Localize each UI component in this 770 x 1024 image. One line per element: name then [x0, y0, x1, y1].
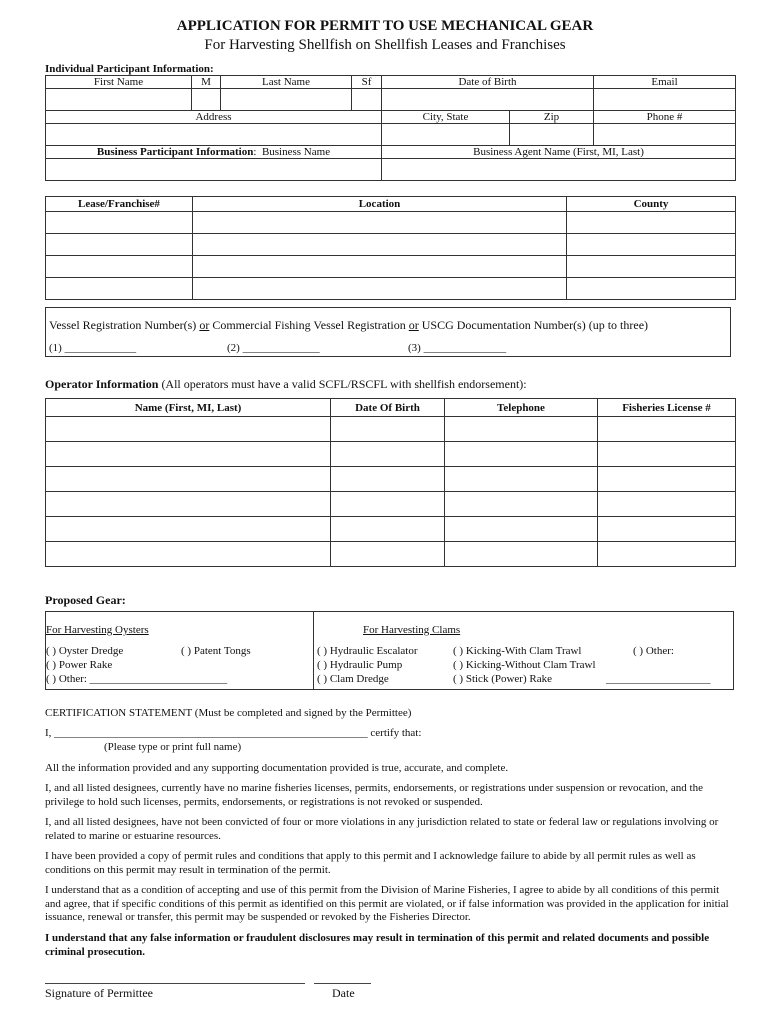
vessel-text-1: Vessel Registration Number(s) [49, 318, 200, 332]
individual-info-table [45, 75, 736, 181]
signature-line[interactable] [45, 983, 305, 984]
lease-number-field[interactable] [46, 234, 193, 256]
operator-name-field[interactable] [46, 442, 331, 467]
operator-dob-field[interactable] [331, 417, 445, 442]
hydraulic-escalator-option[interactable]: ( ) Hydraulic Escalator [317, 645, 418, 657]
operator-name-field[interactable] [46, 542, 331, 567]
operator-name-header: Name (First, MI, Last) [46, 399, 331, 417]
first-name-field[interactable] [46, 89, 192, 111]
dob-field[interactable] [382, 89, 594, 111]
address-header: Address [46, 111, 382, 124]
individual-section-label: Individual Participant Information: [45, 63, 214, 75]
vessel-or-2: or [408, 318, 419, 332]
operator-dob-field[interactable] [331, 542, 445, 567]
county-field[interactable] [567, 212, 736, 234]
city-state-field[interactable] [382, 124, 510, 146]
county-field[interactable] [567, 278, 736, 300]
business-label-colon: : [253, 146, 257, 158]
lease-number-field[interactable] [46, 278, 193, 300]
vessel-text-3: USCG Documentation Number(s) (up to three) [418, 318, 649, 332]
county-field[interactable] [567, 256, 736, 278]
operator-dob-field[interactable] [331, 517, 445, 542]
cert-paragraph-3: I, and all listed designees, have not been convicted of four or more violations in any jurisdiction related to state or federal law or regulations involving or related to marine or estuarine resources. [45, 816, 719, 842]
agent-name-header: Business Agent Name (First, MI, Last) [382, 146, 736, 159]
clam-dredge-option[interactable]: ( ) Clam Dredge [317, 673, 389, 685]
certification-heading: CERTIFICATION STATEMENT (Must be completed and signed by the Permittee) [45, 707, 412, 719]
operator-license-header: Fisheries License # [598, 399, 736, 417]
operator-section-label [45, 377, 527, 392]
vessel-text-2: Commercial Fishing Vessel Registration [209, 318, 409, 332]
hydraulic-pump-option[interactable]: ( ) Hydraulic Pump [317, 659, 403, 671]
operator-name-field[interactable] [46, 467, 331, 492]
operator-license-field[interactable] [598, 517, 736, 542]
operator-telephone-field[interactable] [445, 492, 598, 517]
operator-telephone-header: Telephone [445, 399, 598, 417]
operator-dob-field[interactable] [331, 467, 445, 492]
operator-license-field[interactable] [598, 417, 736, 442]
operator-dob-header: Date Of Birth [331, 399, 445, 417]
mi-header: M [192, 76, 221, 89]
oyster-dredge-option[interactable]: ( ) Oyster Dredge [46, 645, 124, 657]
operator-table [45, 398, 736, 567]
clams-heading: For Harvesting Clams [363, 624, 461, 636]
vessel-slot-1[interactable]: (1) _____________ [49, 342, 137, 354]
power-rake-option[interactable]: ( ) Power Rake [46, 659, 113, 671]
operator-label-rest: (All operators must have a valid SCFL/RSCFL with shellfish endorsement): [158, 377, 527, 391]
cert-paragraph-5: I understand that as a condition of accepting and use of this permit from the Division of Marine Fisheries, I agree to abide by all conditions of this permit and agree, that if specific conditions of this permit as identified on this permit are violated, or if false information was provided in the application for initial issuance, renewal or transfer, this permit may be suspended or revoked by the Fisheries Director. [45, 884, 729, 923]
page-title: APPLICATION FOR PERMIT TO USE MECHANICAL GEAR [176, 18, 594, 34]
phone-field[interactable] [594, 124, 736, 146]
location-header: Location [193, 197, 567, 212]
mi-field[interactable] [192, 89, 221, 111]
kicking-with-trawl-option[interactable]: ( ) Kicking-With Clam Trawl [453, 645, 582, 657]
dob-header: Date of Birth [382, 76, 594, 89]
date-line[interactable] [314, 983, 371, 984]
email-header: Email [594, 76, 736, 89]
phone-header: Phone # [594, 111, 736, 124]
operator-telephone-field[interactable] [445, 442, 598, 467]
zip-field[interactable] [510, 124, 594, 146]
cert-paragraph-2: I, and all listed designees, currently have no marine fisheries licenses, permits, endorsements, or registrations under suspension or revocation, and the privilege to hold such licenses, permits, endorsements, or registrations is not revoked or suspended. [45, 782, 703, 808]
proposed-gear-label: Proposed Gear: [45, 593, 126, 607]
location-field[interactable] [193, 212, 567, 234]
vessel-label [49, 318, 648, 333]
operator-dob-field[interactable] [331, 442, 445, 467]
operator-license-field[interactable] [598, 542, 736, 567]
oysters-heading: For Harvesting Oysters [46, 624, 149, 636]
county-header: County [567, 197, 736, 212]
operator-telephone-field[interactable] [445, 417, 598, 442]
lease-number-header: Lease/Franchise# [46, 197, 193, 212]
operator-name-field[interactable] [46, 417, 331, 442]
location-field[interactable] [193, 278, 567, 300]
last-name-field[interactable] [221, 89, 352, 111]
business-name-header [46, 146, 382, 159]
operator-label-bold: Operator Information [45, 377, 159, 391]
operator-license-field[interactable] [598, 442, 736, 467]
certify-name-line[interactable]: I, _________________________________________________________ certify that: [45, 727, 422, 739]
print-name-caption: (Please type or print full name) [104, 741, 242, 753]
lease-number-field[interactable] [46, 212, 193, 234]
cert-paragraph-1: All the information provided and any supporting documentation provided is true, accurate, and complete. [45, 762, 509, 774]
operator-name-field[interactable] [46, 517, 331, 542]
patent-tongs-option[interactable]: ( ) Patent Tongs [181, 645, 251, 657]
operator-telephone-field[interactable] [445, 467, 598, 492]
zip-header: Zip [510, 111, 594, 124]
email-field[interactable] [594, 89, 736, 111]
page-subtitle: For Harvesting Shellfish on Shellfish Leases and Franchises [204, 37, 566, 53]
cert-paragraph-4: I have been provided a copy of permit rules and conditions that apply to this permit and I acknowledge failure to abide by all permit rules as well as conditions on this permit may result in termination of the permit. [45, 850, 696, 876]
suffix-header: Sf [352, 76, 382, 89]
cert-paragraph-6: I understand that any false information or fraudulent disclosures may result in termination of this permit and related documents and possible criminal prosecution. [45, 932, 710, 958]
operator-name-field[interactable] [46, 492, 331, 517]
operator-telephone-field[interactable] [445, 517, 598, 542]
clam-other-option[interactable]: ( ) Other: [633, 645, 674, 657]
operator-license-field[interactable] [598, 492, 736, 517]
signature-label: Signature of Permittee [45, 986, 153, 1000]
oyster-other-option[interactable]: ( ) Other: _________________________ [46, 673, 228, 685]
lease-number-field[interactable] [46, 256, 193, 278]
vessel-box [45, 307, 731, 357]
agent-name-field[interactable] [382, 159, 736, 181]
location-field[interactable] [193, 256, 567, 278]
county-field[interactable] [567, 234, 736, 256]
operator-license-field[interactable] [598, 467, 736, 492]
location-field[interactable] [193, 234, 567, 256]
operator-dob-field[interactable] [331, 492, 445, 517]
stick-rake-option[interactable]: ( ) Stick (Power) Rake [453, 673, 552, 685]
clam-other-line[interactable]: ___________________ [606, 673, 711, 685]
date-label: Date [332, 986, 355, 1000]
kicking-without-trawl-option[interactable]: ( ) Kicking-Without Clam Trawl [453, 659, 596, 671]
operator-telephone-field[interactable] [445, 542, 598, 567]
business-name-label: Business Name [261, 146, 331, 158]
last-name-header: Last Name [221, 76, 352, 89]
business-section-label: Business Participant Information [96, 146, 254, 158]
vessel-slot-2[interactable]: (2) ______________ [227, 342, 320, 354]
first-name-header: First Name [46, 76, 192, 89]
city-state-header: City, State [382, 111, 510, 124]
business-name-field[interactable] [46, 159, 382, 181]
lease-table [45, 196, 736, 300]
vessel-slot-3[interactable]: (3) _______________ [408, 342, 507, 354]
gear-box [45, 611, 734, 690]
suffix-field[interactable] [352, 89, 382, 111]
address-field[interactable] [46, 124, 382, 146]
gear-divider [313, 612, 314, 689]
vessel-or-1: or [199, 318, 210, 332]
